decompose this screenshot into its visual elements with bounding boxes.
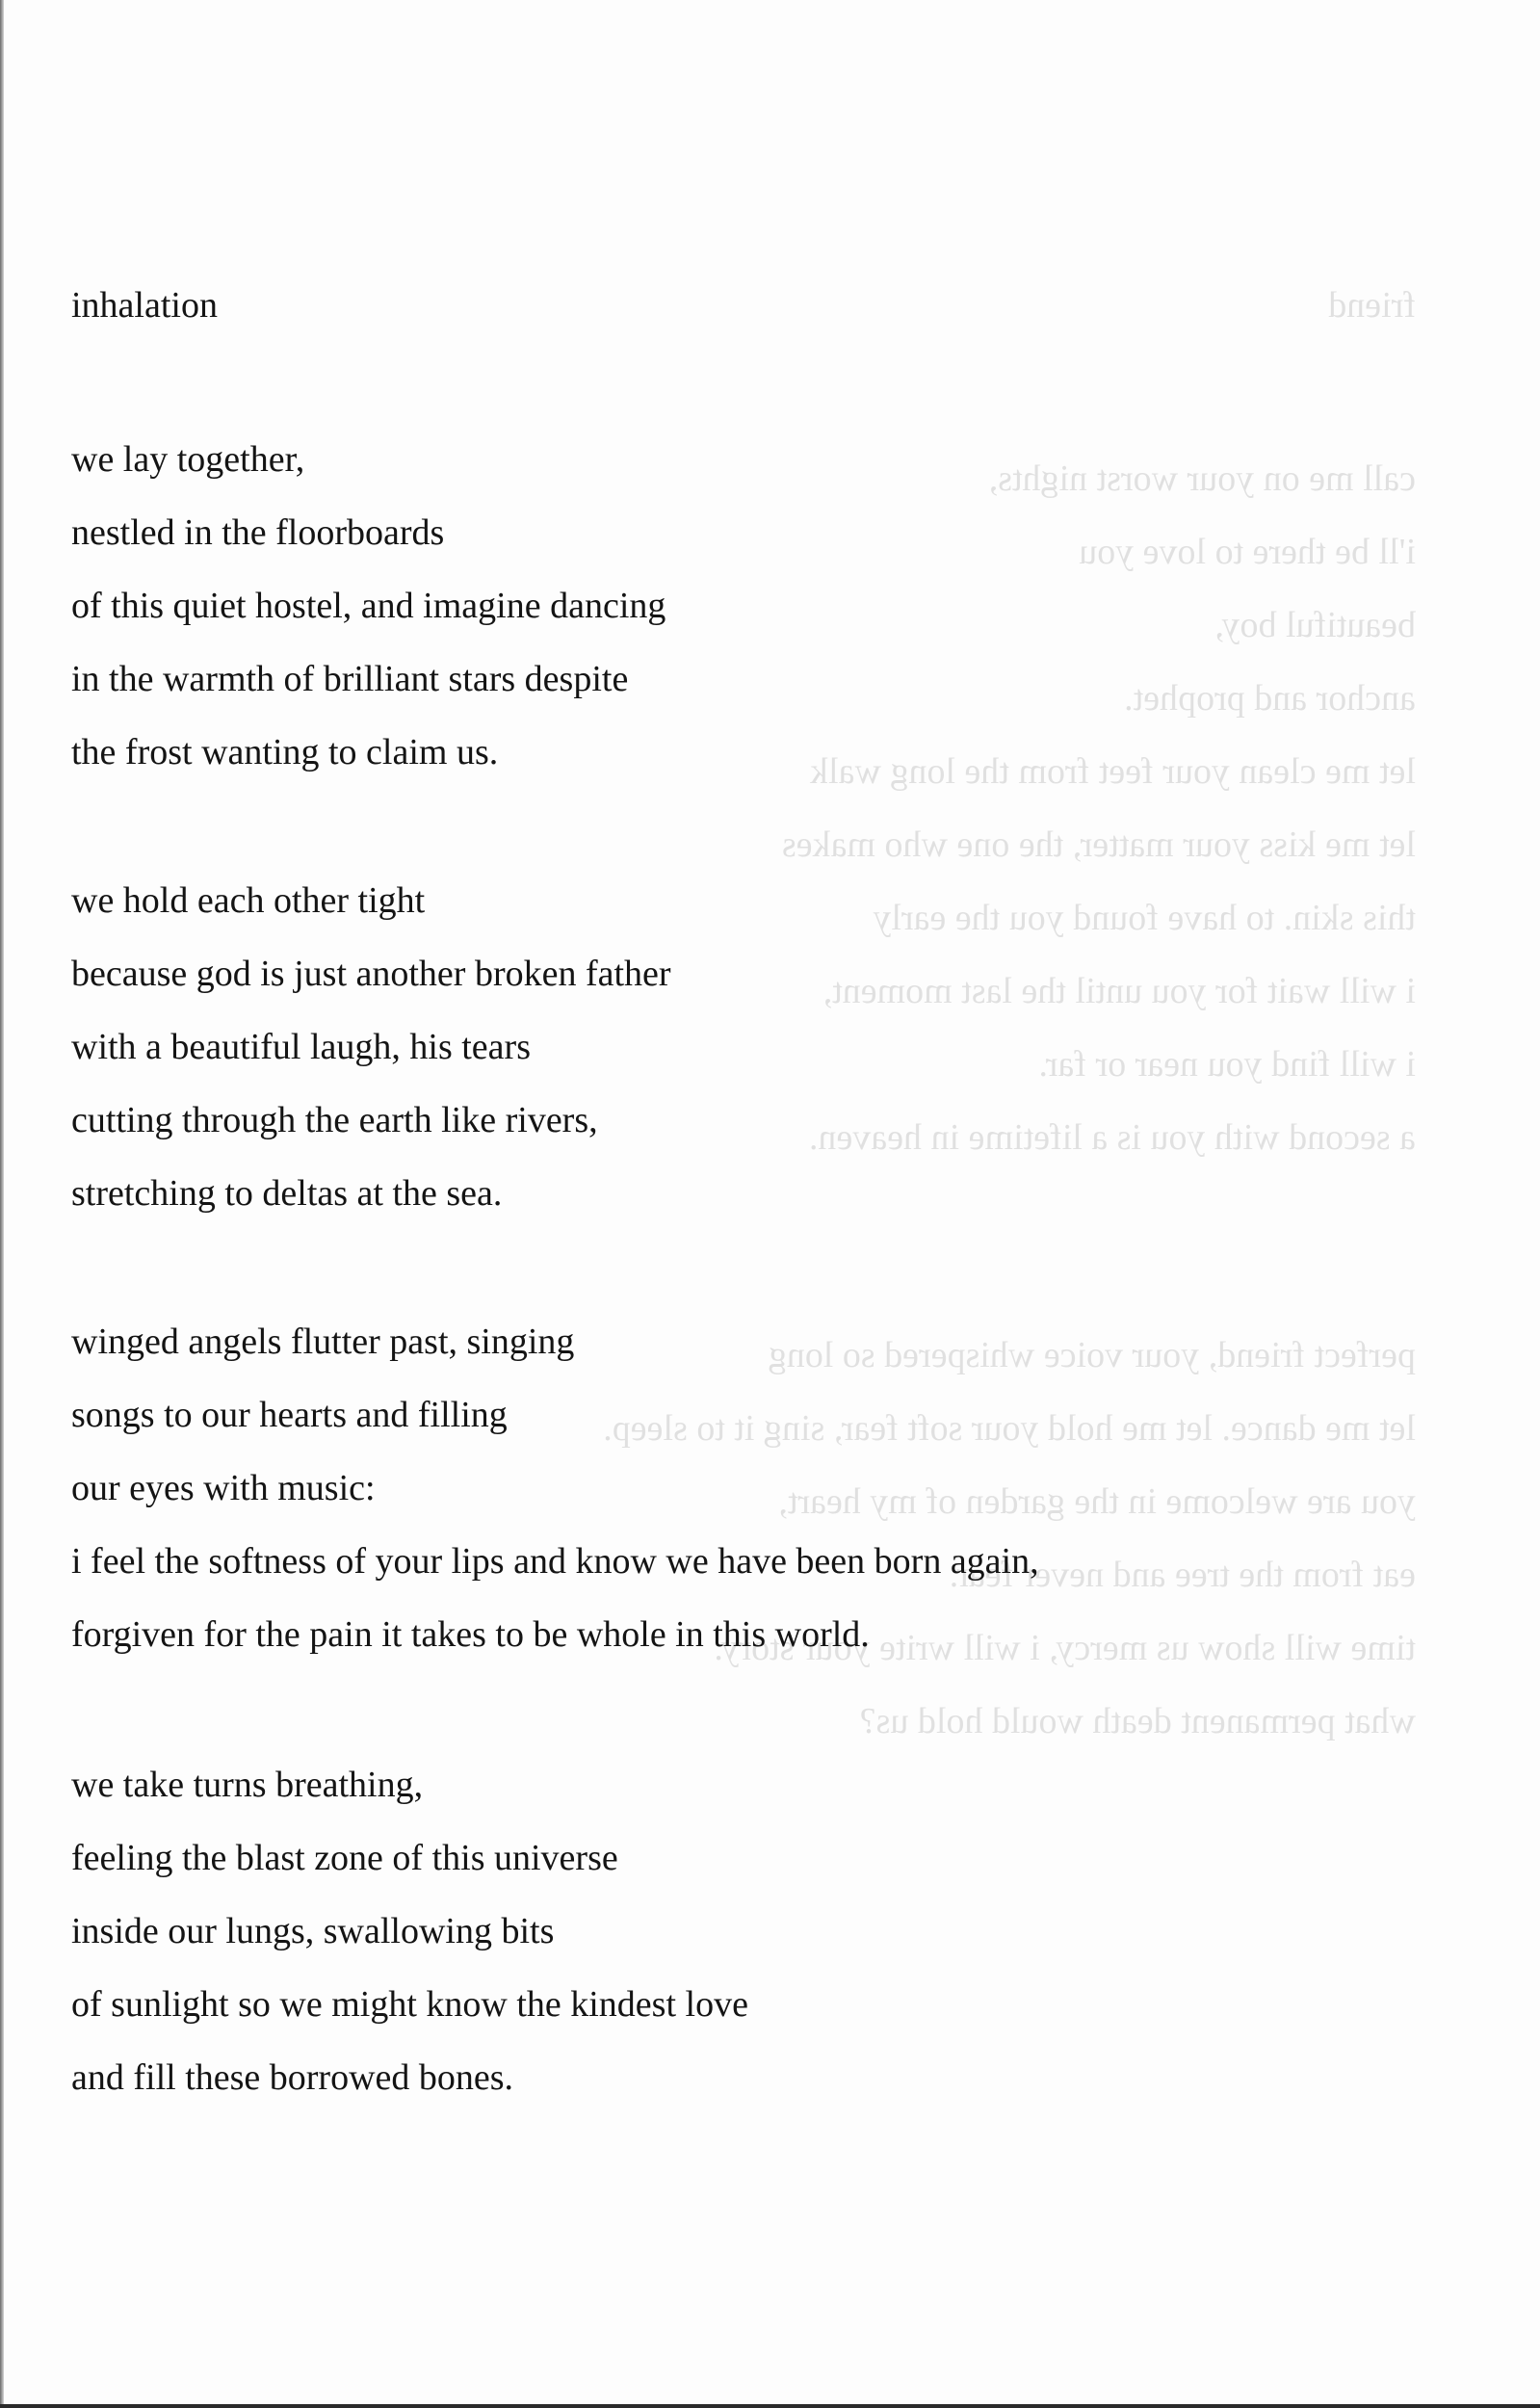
bleed-through-line: anchor and prophet. (1124, 678, 1416, 719)
bleed-through-line: let me clean your feet from the long walk (810, 751, 1416, 792)
poem-line: in the warmth of brilliant stars despite (71, 659, 629, 699)
poem-line: our eyes with music: (71, 1468, 376, 1508)
poem-line: forgiven for the pain it takes to be whole in this world. (71, 1614, 870, 1655)
poem-line: feeling the blast zone of this universe (71, 1838, 618, 1878)
bleed-through-line: what permanent death would hold us? (859, 1701, 1416, 1741)
poem-line: of sunlight so we might know the kindest love (71, 1984, 748, 2025)
poem-line: winged angels flutter past, singing (71, 1322, 575, 1362)
bleed-through-line: i will wait for you until the last moment, (822, 971, 1416, 1011)
poem-line: songs to our hearts and filling (71, 1395, 508, 1435)
poem-line: inside our lungs, swallowing bits (71, 1911, 555, 1951)
poem-line: stretching to deltas at the sea. (71, 1173, 503, 1214)
poem-line: we take turns breathing, (71, 1765, 424, 1805)
bleed-through-line: i'll be there to love you (1079, 532, 1416, 572)
page-left-edge-shadow (0, 0, 4, 2408)
bleed-through-line: let me kiss your matter, the one who makes (781, 824, 1416, 865)
page-bottom-edge (0, 2404, 1540, 2408)
poem-line: i feel the softness of your lips and know we have been born again, (71, 1541, 1039, 1582)
bleed-through-line: eat from the tree and never fear. (949, 1555, 1416, 1595)
poem-line: nestled in the floorboards (71, 512, 445, 553)
poem-line: we hold each other tight (71, 880, 426, 921)
poem-line: of this quiet hostel, and imagine dancing (71, 586, 666, 626)
bleed-through-line: time will show us mercy, i will write your story. (714, 1628, 1416, 1668)
bleed-through-line: call me on your worst nights, (988, 458, 1416, 499)
poem-line: because god is just another broken father (71, 954, 671, 994)
bleed-through-title: friend (1328, 285, 1416, 326)
bleed-through-line: perfect friend, your voice whispered so long (768, 1335, 1416, 1375)
poem-line: we lay together, (71, 439, 305, 480)
poem-line: the frost wanting to claim us. (71, 732, 499, 772)
poem-line: with a beautiful laugh, his tears (71, 1027, 531, 1067)
bleed-through-line: you are welcome in the garden of my heart, (778, 1481, 1416, 1522)
bleed-through-line: let me dance. let me hold your soft fear, sing it to sleep. (603, 1408, 1416, 1449)
bleed-through-line: a second with you is a lifetime in heaven. (809, 1117, 1416, 1158)
poem-line: cutting through the earth like rivers, (71, 1100, 598, 1140)
bleed-through-line: this skin. to have found you the early (873, 898, 1416, 938)
poem-line: and fill these borrowed bones. (71, 2057, 514, 2098)
bleed-through-line: beautiful boy, (1214, 605, 1416, 645)
poem-title: inhalation (71, 285, 218, 326)
bleed-through-line: i will find you near or far. (1038, 1044, 1416, 1085)
